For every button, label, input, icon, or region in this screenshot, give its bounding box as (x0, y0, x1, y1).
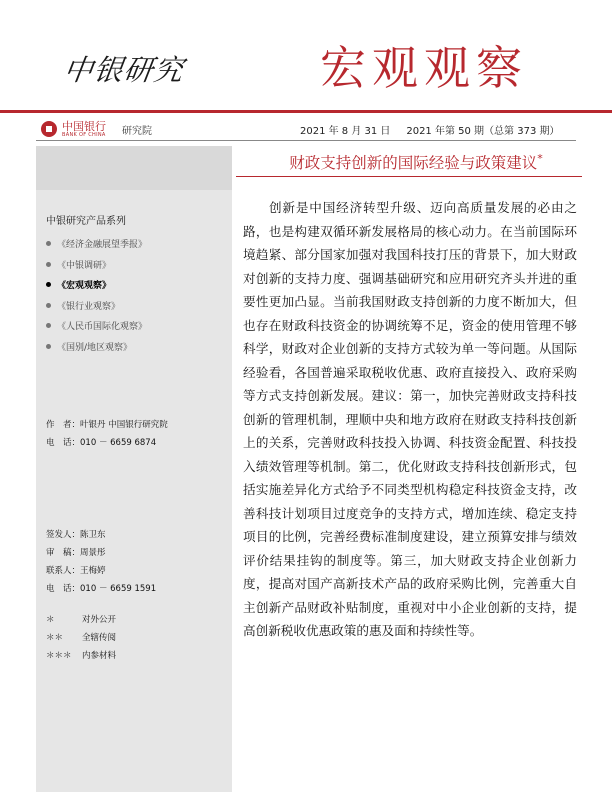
publication-title: 宏观观察 (320, 41, 528, 95)
signer-row: 签发人：陈卫东 (46, 530, 106, 540)
classification-row: ＊ 对外公开 (46, 615, 117, 625)
article-title-rule (236, 176, 582, 177)
series-item: 《中银调研》 (46, 256, 147, 277)
org-name-cn: 中国银行 (62, 120, 106, 133)
bank-of-china-logo-icon (41, 121, 57, 137)
reviewer-row: 审 稿：周景彤 (46, 548, 106, 558)
series-item: 《银行业观察》 (46, 297, 147, 318)
contact-row: 联系人：王梅婷 (46, 566, 106, 576)
series-title: 中银研究产品系列 (46, 216, 126, 227)
sidebar-header-band (36, 146, 232, 190)
author-phone-row: 电 话：010 － 6659 6874 (46, 438, 157, 448)
bullet-icon (46, 282, 51, 287)
classification-row: ＊＊＊ 内参材料 (46, 651, 117, 661)
series-list (46, 235, 147, 358)
org-name-en: BANK OF CHINA (62, 132, 106, 138)
author-row: 作 者：叶银丹 中国银行研究院 (46, 420, 168, 430)
header-divider (0, 110, 612, 113)
department-label: 研究院 (122, 126, 152, 137)
article-body: 创新是中国经济转型升级、迈向高质量发展的必由之路，也是构建双循环新发展格局的核心动力。在当前国际环境趋紧、部分国家加强对我国科技打压的背景下，加大财政对创新的支持力度、强调基础研究和应用研究齐头并进的重要性更加凸显。当前我国财政支持创新的力度不断加大，但也存在财政科技资金的协调统筹不足，资金的使用管理不够科学，财政对企业创新的支持方式较为单一等问题。从国际经验看，各国普遍采取税收优惠、政府直接投入、政府采购等方式支持创新发展。建议：第一，加快完善财政支持科技创新的管理机制，理顺中央和地方政府在财政支持科技创新上的关系，完善财政科技投入协调、科技资金配置、科技投入绩效管理等机制。第二，优化财政支持科技创新形式，包括实施差异化方式给予不同类型机构稳定科技资金支持，改善科技计划项目过度竞争的支持方式，增加连续、稳定支持项目的比例，完善经费标准制度建设，建立预算安排与绩效评价结果挂钩的制度等。第三，加大财政支持企业创新力度，提高对国产高新技术产品的政府采购比例，完善重大自主创新产品财政补贴制度，重视对中小企业创新的支持，提高创新税收优惠政策的惠及面和持续性等。 (243, 200, 577, 638)
series-item: 《经济金融展望季报》 (46, 235, 147, 256)
contact-phone-row: 电 话：010 － 6659 1591 (46, 584, 157, 594)
classification-row: ＊＊ 全辖传阅 (46, 633, 117, 643)
bullet-icon (46, 241, 51, 246)
article-title: 财政支持创新的国际经验与政策建议* (289, 152, 543, 173)
bullet-icon (46, 303, 51, 308)
issue-number: 2021 年第 50 期（总第 373 期） (406, 126, 560, 137)
bullet-icon (46, 323, 51, 328)
brand-handwritten-logo: 中银研究 (61, 53, 187, 87)
date-issue-line (300, 122, 560, 137)
bullet-icon (46, 262, 51, 267)
publish-date: 2021 年 8 月 31 日 (300, 126, 391, 137)
bullet-icon (46, 344, 51, 349)
series-item: 《人民币国际化观察》 (46, 317, 147, 338)
series-item: 《国别/地区观察》 (46, 338, 147, 359)
header-thin-rule (36, 140, 576, 141)
series-item-current: 《宏观观察》 (46, 276, 147, 297)
